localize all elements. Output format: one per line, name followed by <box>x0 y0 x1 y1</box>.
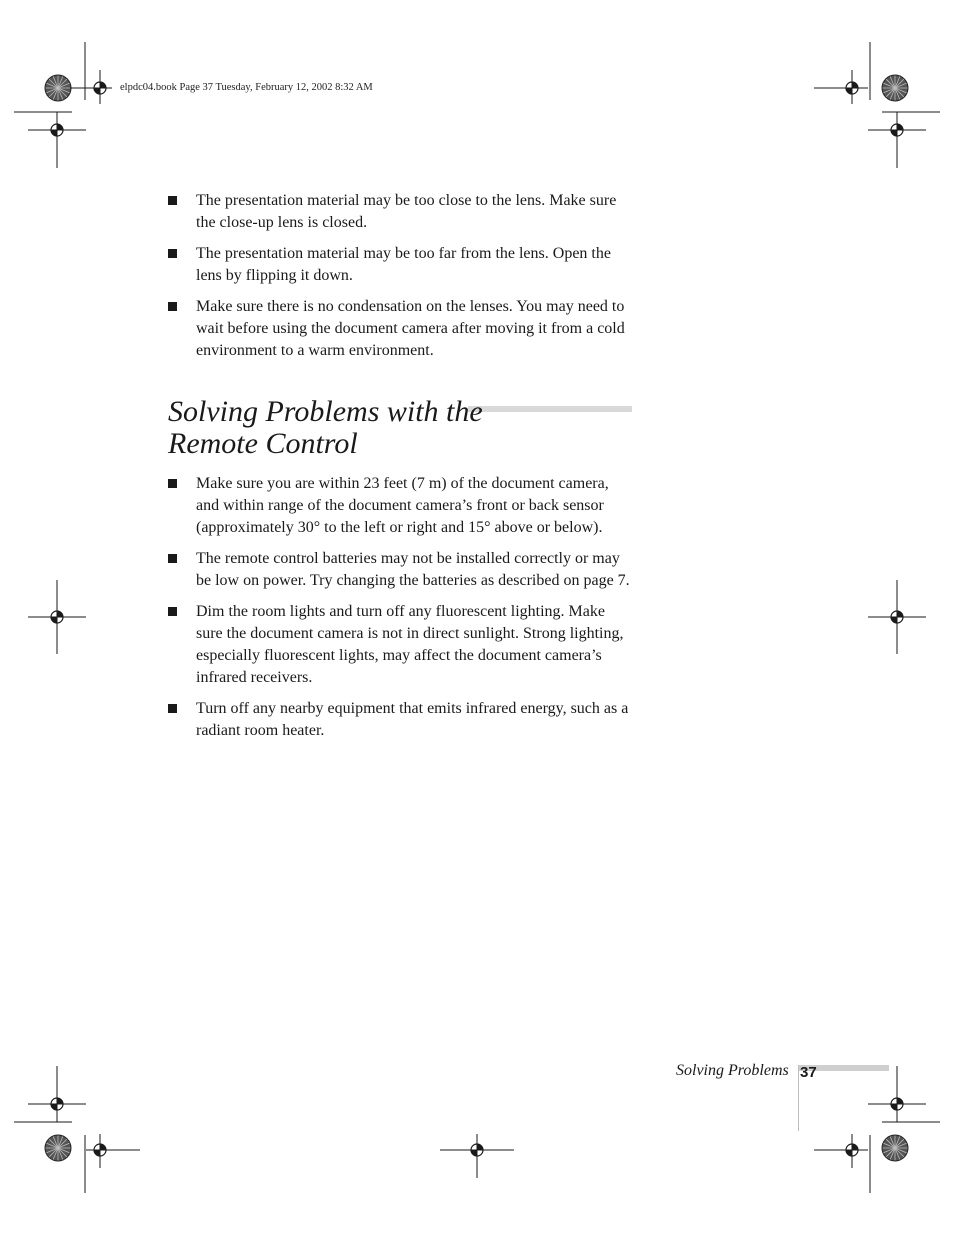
section-heading-line-2: Remote Control <box>168 427 358 460</box>
footer-divider <box>798 1065 799 1131</box>
crosshair-bottom-center <box>440 1134 514 1178</box>
crosshair-bottom-right-a <box>814 1134 868 1168</box>
crosshair-top-right-b <box>868 112 926 168</box>
crosshair-top-right-a <box>814 70 868 104</box>
trim-marks-top-right <box>870 42 940 112</box>
list-item <box>168 548 634 592</box>
starburst-mark-top-left <box>45 75 71 101</box>
bullet-square-icon <box>168 196 177 205</box>
crosshair-bottom-left-a <box>28 1066 86 1122</box>
list-item <box>168 243 634 287</box>
crosshair-top-left-b <box>28 112 86 168</box>
bullet-square-icon <box>168 479 177 488</box>
remote-control-bullet-list <box>168 473 634 751</box>
list-item-text: The remote control batteries may not be installed correctly or may be low on power. Try changing the batteries as described on page 7. <box>196 550 630 589</box>
trim-marks-top-left <box>14 42 85 112</box>
list-item-text: The presentation material may be too close to the lens. Make sure the close-up lens is closed. <box>196 192 617 231</box>
list-item-text: The presentation material may be too far from the lens. Open the lens by flipping it down. <box>196 245 611 284</box>
bullet-square-icon <box>168 249 177 258</box>
starburst-mark-bottom-right <box>882 1135 908 1161</box>
section-heading-line-1: Solving Problems with the <box>168 395 483 428</box>
starburst-mark-bottom-left <box>45 1135 71 1161</box>
list-item-text: Make sure you are within 23 feet (7 m) of the document camera, and within range of the document camera’s front or back sensor (approximately 30° to the left or right and 15° above or below). <box>196 475 609 536</box>
footer-section-title: Solving Problems <box>676 1062 789 1079</box>
list-item-text: Dim the room lights and turn off any fluorescent lighting. Make sure the document camera is not in direct sunlight. Strong lighting, especially fluorescent lights, may affect the document camera’s infrared receivers. <box>196 603 624 686</box>
bullet-square-icon <box>168 554 177 563</box>
book-header-slug: elpdc04.book Page 37 Tuesday, February 12, 2002 8:32 AM <box>120 82 373 93</box>
list-item-text: Make sure there is no condensation on the lenses. You may need to wait before using the document camera after moving it from a cold environment to a warm environment. <box>196 298 625 359</box>
crosshair-bottom-right-b <box>868 1066 926 1122</box>
bullet-square-icon <box>168 704 177 713</box>
bullet-square-icon <box>168 607 177 616</box>
list-item <box>168 190 634 234</box>
crosshair-mid-right <box>868 580 926 654</box>
list-item <box>168 473 634 539</box>
list-item <box>168 601 634 689</box>
list-item <box>168 698 634 742</box>
page-number: 37 <box>800 1064 817 1081</box>
section-heading <box>168 396 508 460</box>
bullet-square-icon <box>168 302 177 311</box>
starburst-mark-top-right <box>882 75 908 101</box>
crosshair-bottom-left-b <box>86 1134 140 1168</box>
trim-marks-bottom-right <box>870 1122 940 1193</box>
list-item-text: Turn off any nearby equipment that emits infrared energy, such as a radiant room heater. <box>196 700 629 739</box>
intro-bullet-list <box>168 190 634 371</box>
list-item <box>168 296 634 362</box>
crosshair-top-left-a <box>70 70 112 104</box>
crosshair-mid-left <box>28 580 86 654</box>
